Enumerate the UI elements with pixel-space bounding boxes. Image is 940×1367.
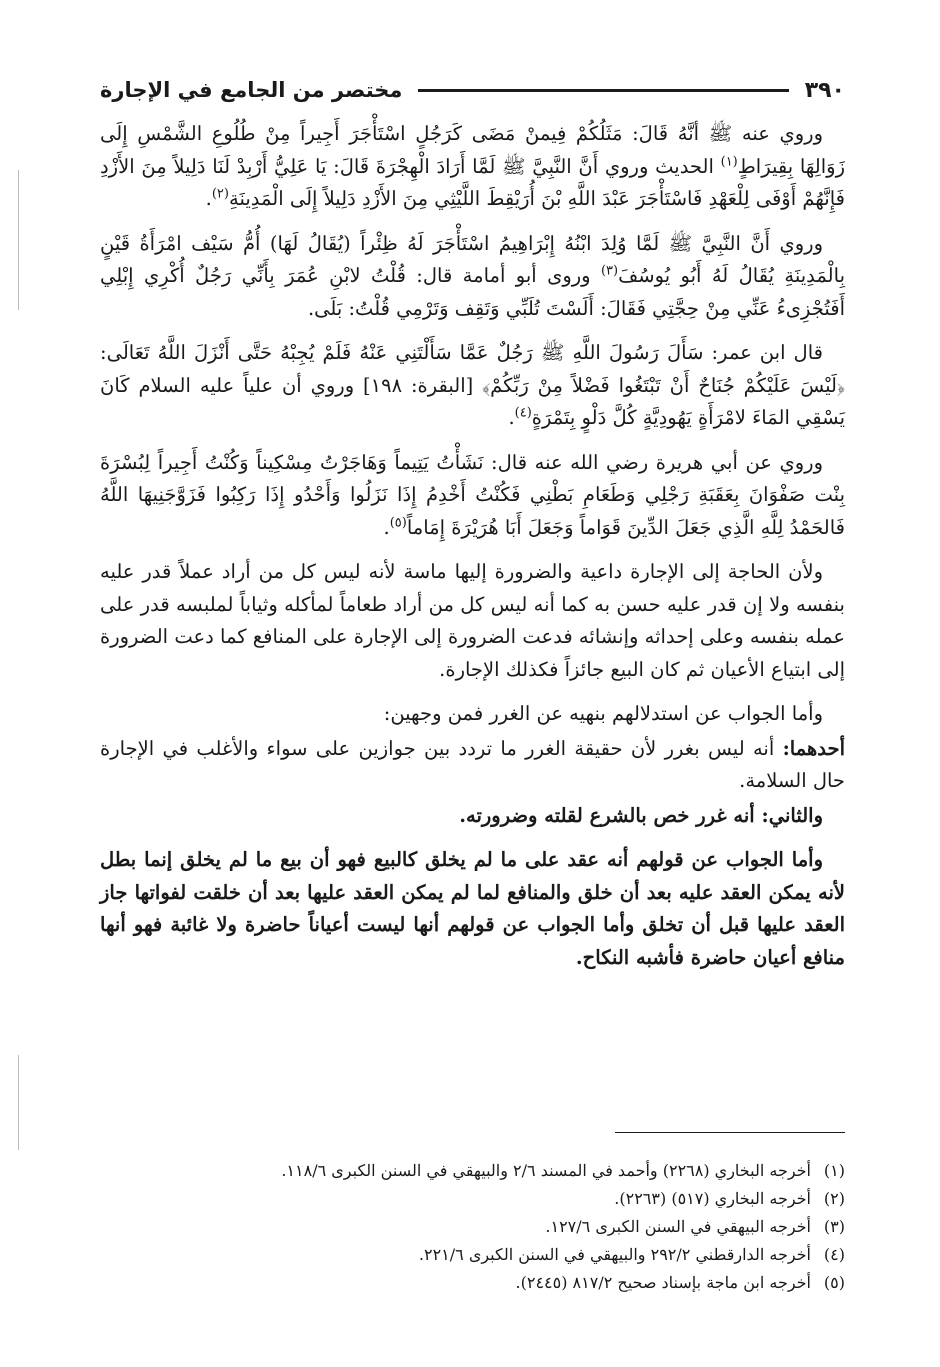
paragraph-text: أنه ليس بغرر لأن حقيقة الغرر ما تردد بين جوازين على سواء والأغلب في الإجارة حال السلامة. — [100, 736, 845, 792]
scan-margin-mark — [18, 1055, 19, 1150]
paragraph-text: . — [205, 187, 212, 210]
footnote-ref-1: (١) — [720, 154, 738, 169]
paragraph-gharar-intro — [100, 698, 845, 731]
footnote-1 — [100, 1157, 845, 1185]
paragraph-text: . — [508, 406, 515, 429]
footnote-number: (٣) — [823, 1217, 845, 1236]
footnote-number: (٤) — [823, 1245, 845, 1264]
footnote-4 — [100, 1241, 845, 1269]
paragraph-text: أنه غرر خص بالشرع لقلته وضرورته. — [459, 803, 762, 827]
paragraph-text: وأما الجواب عن استدلالهم بنهيه عن الغرر فمن وجهين: — [383, 702, 823, 725]
footnote-3 — [100, 1213, 845, 1241]
main-text — [100, 118, 845, 986]
paragraph-ibn-umar — [100, 337, 845, 435]
footnote-number: (٥) — [823, 1273, 845, 1292]
footnote-5 — [100, 1269, 845, 1297]
scan-margin-mark — [18, 170, 19, 310]
footnote-text: أخرجه البخاري (٢٢٦٨) وأحمد في المسند ٢/٦ والبيهقي في السنن الكبرى ١١٨/٦. — [281, 1161, 811, 1180]
footnote-separator — [615, 1132, 845, 1133]
paragraph-first-answer — [100, 733, 845, 798]
paragraph-uncreated — [100, 844, 845, 974]
footnote-text: أخرجه ابن ماجة بإسناد صحيح ٨١٧/٢ (٢٤٤٥). — [515, 1273, 811, 1292]
paragraph-text: وروى أبو أمامة قال: قُلْتُ لابْنِ عُمَرَ بِأَنِّي رَجُلٌ أُكْرِي إِبْلِي أَفَتُجْزِىءُ عَنِّي مِنْ حِجَّتِي فَقَالَ: أَلَسْتَ تُلَبِّي وَتَقِف وَتَرْمِي قُلْتُ: بَلَى. — [100, 264, 845, 320]
footnote-2 — [100, 1185, 845, 1213]
paragraph-hadith-ibrahim — [100, 228, 845, 326]
paragraph-text: وأما الجواب عن قولهم أنه عقد على ما لم يخلق كالبيع فهو أن بيع ما لم يخلق إنما بطل لأنه يمكن العقد عليه بعد أن خلق والمنافع لما لم يمكن العقد عليها بعد أن خلقت لفواتها جاز العقد عليها قبل أن تخلق وأما الجواب عن قولهم أنها ليست أعياناً حاضرة ولا غائبة فهو أنها منافع أعيان حاضرة فأشبه النكاح. — [100, 848, 845, 969]
running-title: مختصر من الجامع في الإجارة — [100, 78, 403, 102]
header-rule — [418, 89, 788, 92]
answer-lead-second: والثاني: — [761, 803, 823, 827]
paragraph-abu-hurayra — [100, 447, 845, 545]
paragraph-necessity — [100, 556, 845, 686]
paragraph-hadith-hiring — [100, 118, 845, 216]
footnote-text: أخرجه الدارقطني ٢٩٢/٢ والبيهقي في السنن الكبرى ٢٢١/٦. — [418, 1245, 811, 1264]
paragraph-text: وروي عن أبي هريرة رضي الله عنه قال: نَشَأْتُ يَتِيماً وَهَاجَرْتُ مِسْكِيناً وَكُنْتُ أَجِيراً لِبُسْرَةَ بِنْت صَفْوَانَ بِعَقَبَةِ رَجْلِي وَطَعَامِ بَطْنِي فَكُنْتُ أَخْدِمُ إِذَا نَزَلُوا وَأَحْدُو إِذَا رَكِبُوا فَزَوَّجَنِيهَا اللَّهُ فَالحَمْدُ لِلَّهِ الَّذِي جَعَلَ الدِّينَ قَوَاماً وَجَعَلَ أَبَا هُرَيْرَةَ إِمَاماً — [100, 450, 845, 539]
footnote-number: (١) — [823, 1161, 845, 1180]
paragraph-text: ولأن الحاجة إلى الإجارة داعية والضرورة إليها ماسة لأنه ليس كل من أراد عملاً قدر عليه بنفسه ولا إن قدر عليه حسن به كما أنه ليس كل من أراد طعاماً لمأكله وثياباً لملبسه قدر على عمله بنفسه وعلى إحداثه وإنشائه فدعت الضرورة إلى الإجارة على المنافع كما دعت الضرورة إلى ابتياع الأعيان ثم كان البيع جائزاً فكذلك الإجارة. — [100, 560, 845, 681]
footnotes — [100, 1157, 845, 1297]
running-header — [100, 70, 845, 110]
answer-lead-first: أحدهما: — [782, 736, 845, 760]
footnote-text: أخرجه البخاري (٥١٧) (٢٢٦٣). — [614, 1189, 811, 1208]
paragraph-text: الحديث وروي أَنَّ النَّبِيَّ ﷺ لَمَّا أَرَادَ الْهِجْرَةَ قَالَ: يَا عَلِيُّ أَرْبِدْ لَنَا دَلِيلاً مِنَ الأَزْدِ فَإِنَّهُمْ أَوْفَى لِلْعَهْدِ فَاسْتَأْجَرَ عَبْدَ اللَّهِ بْنَ أُرَيْقِطَ اللَّيْثِي مِنَ الأَزْدِ دَلِيلاً إِلَى الْمَدِينَةِ — [100, 154, 845, 210]
footnote-ref-4: (٤) — [514, 405, 532, 421]
footnote-ref-2: (٢) — [211, 186, 229, 202]
paragraph-text: وروي عنه ﷺ أنَّهُ قَالَ: مَثَلُكُمْ فِيمنْ مَضَى كَرَجُلٍ اسْتَأْجَرَ أَجِيراً مِنْ طُلُوعِ الشَّمْسِ إِلَى زَوَالِهَا بِقِيرَاطٍ — [100, 122, 845, 178]
footnote-ref-3: (٣) — [600, 263, 619, 279]
page-number: ٣٩٠ — [804, 77, 845, 103]
paragraph-text: قال ابن عمر: سَأَلَ رَسُولَ اللَّهِ ﷺ رَجُلٌ عَمَّا سَأَلْتَنِي عَنْهُ فَلَمْ يُجِبْهُ حَتَّى أَنْزَلَ اللَّهُ تَعَالَى: ﴿لَيْسَ عَلَيْكُمْ جُنَاحٌ أَنْ تَبْتَغُوا فَضْلاً مِنْ رَبِّكُمْ﴾ [البقرة: ١٩٨] وروي أن علياً عليه السلام كَانَ يَسْقِي المَاءَ لامْرَأَةٍ يَهُودِيَّةٍ كُلَّ دَلْوٍ بِتَمْرَةٍ — [100, 341, 845, 429]
footnote-ref-5: (٥) — [389, 515, 407, 530]
paragraph-text: وروي أَنَّ النَّبِيَّ ﷺ لَمَّا وُلِدَ ابْنُهُ إِبْرَاهِيمُ اسْتَأْجَرَ لَهُ ظِئْراً (يُقَالُ لَهَا) أُمُّ سَيْف امْرَأَةُ قَيْنٍ بِالْمَدِينَةِ يُقَالُ لَهُ أَبُو يُوسُفَ — [100, 231, 845, 287]
footnote-number: (٢) — [823, 1189, 845, 1208]
paragraph-second-answer — [100, 800, 845, 833]
footnote-text: أخرجه البيهقي في السنن الكبرى ١٢٧/٦. — [545, 1217, 811, 1236]
paragraph-text: . — [383, 515, 390, 539]
